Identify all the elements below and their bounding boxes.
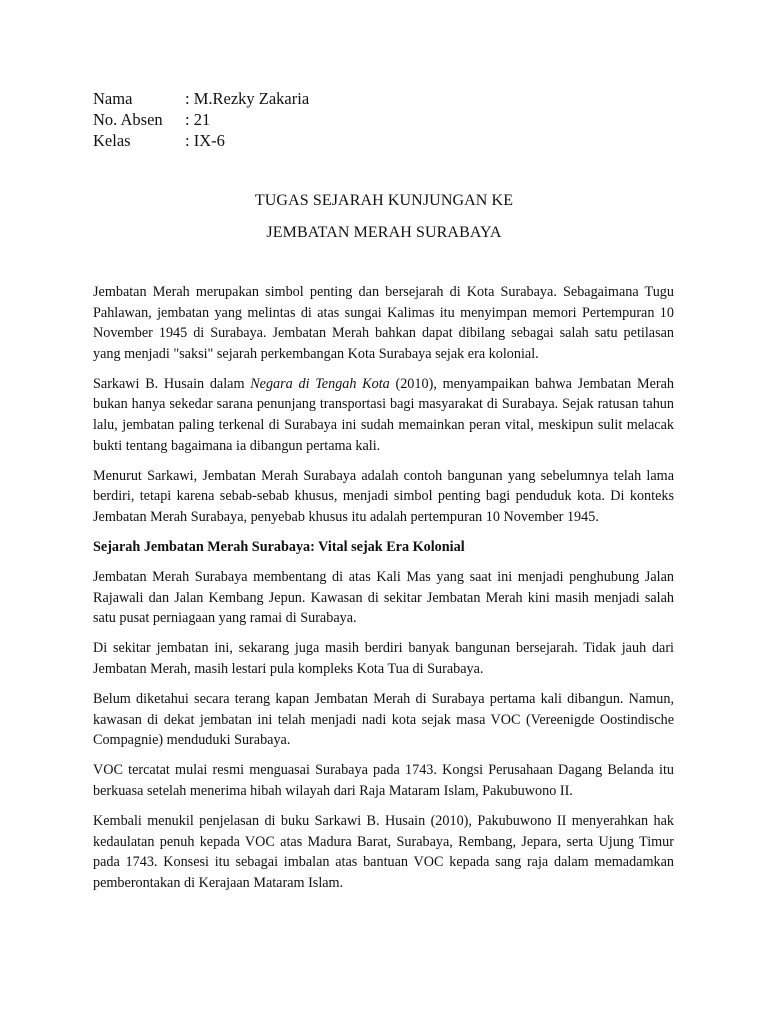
identity-value-absen: : 21 [185, 110, 211, 129]
paragraph-7: VOC tercatat mulai resmi menguasai Surabaya pada 1743. Kongsi Perusahaan Dagang Belanda itu berkuasa setelah menerima hibah wilayah dari Raja Mataram Islam, Pakubuwono II. [93, 762, 674, 799]
paragraph-8: Kembali menukil penjelasan di buku Sarkawi B. Husain (2010), Pakubuwono II menyerahkan hak kedaulatan penuh kepada VOC atas Madura Barat, Surabaya, Rembang, Jepara, serta Ujung Timur pada 1743. Konsesi itu sebagai imbalan atas bantuan VOC kepada sang raja dalam memadamkan pemberontakan di Kerajaan Mataram Islam. [93, 813, 674, 891]
identity-label-kelas: Kelas [93, 131, 131, 150]
document-title-line-2: JEMBATAN MERAH SURABAYA [266, 224, 502, 241]
identity-value-kelas: : IX-6 [185, 131, 225, 150]
identity-row-absen [93, 109, 309, 130]
paragraph-2-text-before: Sarkawi B. Husain dalam [93, 375, 251, 392]
paragraph-6: Belum diketahui secara terang kapan Jembatan Merah di Surabaya pertama kali dibangun. Namun, kawasan di dekat jembatan ini telah menjadi nadi kota sejak masa VOC (Vereenigde Oostindische Compagnie) menduduki Surabaya. [93, 691, 674, 749]
identity-row-name [93, 88, 309, 109]
document-body [93, 282, 674, 903]
identity-row-kelas [93, 130, 309, 151]
student-identity-block [93, 88, 309, 151]
document-title-line-1: TUGAS SEJARAH KUNJUNGAN KE [254, 192, 514, 209]
identity-value-name: : M.Rezky Zakaria [185, 89, 310, 108]
paragraph-1: Jembatan Merah merupakan simbol penting dan bersejarah di Kota Surabaya. Sebagaimana Tugu Pahlawan, jembatan yang melintas di atas sungai Kalimas itu menyimpan memori Pertempuran 10 November 1945 di Surabaya. Jembatan Merah bahkan dapat dibilang sebagai salah satu petilasan yang menjadi "saksi" sejarah perkembangan Kota Surabaya sejak era kolonial. [93, 284, 674, 362]
identity-label-name: Nama [93, 89, 133, 108]
identity-label-absen: No. Absen [93, 110, 163, 129]
book-title-italic: Negara di Tengah Kota [250, 375, 390, 392]
paragraph-5: Di sekitar jembatan ini, sekarang juga masih berdiri banyak bangunan bersejarah. Tidak jauh dari Jembatan Merah, masih lestari pula kompleks Kota Tua di Surabaya. [93, 640, 674, 677]
paragraph-3: Menurut Sarkawi, Jembatan Merah Surabaya adalah contoh bangunan yang sebelumnya telah lama berdiri, tetapi karena sebab-sebab khusus, menjadi simbol penting bagi penduduk kota. Di konteks Jembatan Merah Surabaya, penyebab khusus itu adalah pertempuran 10 November 1945. [93, 467, 674, 525]
paragraph-2-text-after: (2010), menyampaikan bahwa Jembatan Merah bukan hanya sekedar sarana penunjang transportasi bagi masyarakat di Surabaya. Sejak ratusan tahun lalu, jembatan paling terkenal di Surabaya ini sudah memainkan peran vital, meskipun sulit melacak bukti tentang bagaimana ia dibangun pertama kali. [93, 375, 674, 454]
paragraph-4: Jembatan Merah Surabaya membentang di atas Kali Mas yang saat ini menjadi penghubung Jalan Rajawali dan Jalan Kembang Jepun. Kawasan di sekitar Jembatan Merah kini masih menjadi salah satu pusat perniagaan yang ramai di Surabaya. [93, 569, 674, 627]
section-heading: Sejarah Jembatan Merah Surabaya: Vital sejak Era Kolonial [93, 539, 465, 556]
paragraph-2 [93, 374, 674, 456]
